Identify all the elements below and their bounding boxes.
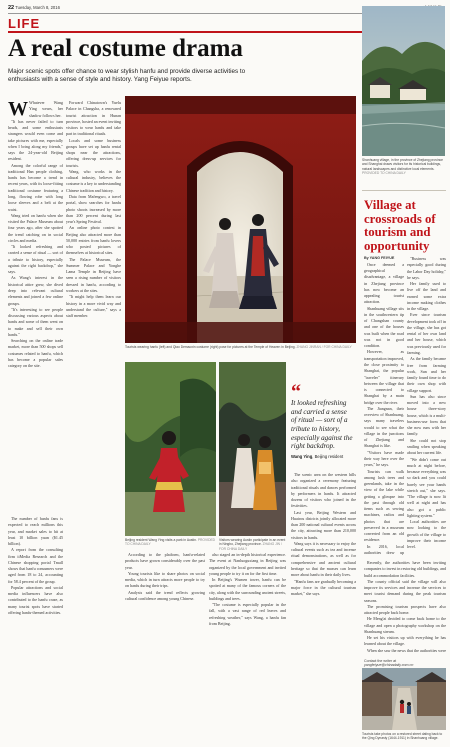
writer-contact	[364, 659, 446, 667]
sidebar-paragraph: "We didn't come out much at night before, because everything was so dark and you could barely see your hands stretch out," she says. "The village is now lit well at night and has also got a public lighting system."	[407, 456, 446, 518]
pull-quote	[291, 381, 353, 459]
caption-text: Visitors wearing Austin participate in an event in Ningbo, Zhejiang province.	[219, 538, 286, 547]
story-paragraph: The scenic area on the western hills also organized a ceremony featuring traditional rituals and dances performed by performers in hanfu. It attracted dozens of visitors who joined in the festivities.	[291, 472, 356, 509]
caption-text: Tourists take photos on a restored street dating back to the Qing Dynasty (1644-1911) in Shanhuang village.	[362, 732, 443, 741]
sidebar-title: Village at crossroads of tourism and opportunity	[364, 198, 436, 253]
sidebar-paragraph: "Business was especially good during the Labor Day holiday," he says.	[407, 256, 446, 280]
sidebar-paragraph: He set his visitors up with everything he has learned about the village.	[364, 635, 446, 647]
pull-quote-attribution: Wang Ying, Beijing resident	[291, 453, 344, 459]
photo-credit: PROVIDED TO CHINA DAILY	[125, 538, 216, 547]
drop-cap: W	[8, 100, 28, 120]
story-paragraph: "Hanfu fans are gradually becoming a major force in the cultural tourism market," she says.	[291, 578, 356, 597]
quote-mark-icon: “	[291, 381, 301, 403]
story-paragraph: Wang says it is necessary to enjoy the cultural events such as tea and incense ritual demonstrations, as well as for comprehensive and ancient cultural heritage so that the masses can learn more about hanfu in their daily lives.	[291, 540, 356, 578]
temple-gate-photo	[125, 96, 356, 343]
sidebar-paragraph: Recently, the authorities have been inviting companies to invest in restoring old buildings, and build accommodation facilities.	[364, 560, 446, 578]
sidebar-paragraph: Sun has also since moved into a new house three-story house, which is a multi-business-use form that she now runs with her family.	[407, 393, 446, 437]
village-landscape-caption	[362, 158, 446, 176]
headline: A real costume drama	[8, 35, 243, 62]
photo-credit: PROVIDED TO CHINA DAILY	[362, 171, 406, 176]
caption-text: Tourists wearing hanfu (left) and Qiao Demaoxin costume (right) pose for pictures at the Temple of Heaven in Beijing.	[125, 345, 296, 349]
masthead-left	[8, 5, 63, 11]
story-paragraph: Locals and some business groups have set up hanfu rental shops near the attractions, offering dress-up services for tourists.	[66, 137, 121, 168]
story-paragraph: Searching on the online trade market, more than 500 shops sell costumes related to hanfu, which has become a popular sales category on the site.	[8, 338, 63, 369]
caption-text: Shanhuang village, in the province of Zhejiang province and Shanghai draws visitors for its historical buildings, natural landscapes and distinctive local elements.	[362, 158, 444, 171]
story-paragraph: Analysts said the trend reflects growing cultural confidence among young Chinese.	[125, 589, 205, 601]
story-paragraph: The Palace Museum, the Summer Palace and Yonghe Lama Temple in Beijing have seen a rising number of visitors dressed in hanfu, according to workers at the sites.	[66, 256, 121, 293]
sidebar-byline: By YANG FEIYUE	[364, 256, 395, 260]
pull-quote-text: It looked refreshing and carried a sense of ritual — sort of a tribute to history, especially against the right backdrop.	[291, 399, 353, 451]
story-column-2	[66, 100, 121, 742]
park-photo	[125, 362, 216, 536]
story-paragraph: Last year, Beijing Western and Huairou districts jointly allocated more than 200 national cultural events across the city, attracting more than 210,000 visitors in hanfu.	[291, 509, 356, 540]
story-column-3	[125, 552, 205, 742]
sidebar-paragraph: She could not stop smiling when speaking about her current life.	[407, 437, 446, 456]
photo-credit: ZHANG JINRAN / FOR CHINA DAILY	[296, 345, 352, 349]
sidebar-paragraph: In 2016, local authorities drew up	[364, 543, 404, 555]
story-paragraph: also staged an in-depth historical experience. The event at Nanluoguxiang in Beijing was organized by the local government and invited young people to try it on for the first time.	[209, 552, 286, 576]
story-column-1	[8, 100, 63, 510]
sidebar-column-2	[407, 256, 446, 556]
ningbo-event-image	[219, 362, 286, 536]
sidebar-paragraph: Tourists can walk among lush trees and greenlands, take in the view of the lake while getting a glimpse into the past through old items such as sewing machines, radios and photos that are preserved in a museum converted from an old residence.	[364, 468, 404, 543]
sidebar-paragraph: Ever since tourism development took off in the village, she has got rental of her own land and her house, which was previously used for farming.	[407, 312, 446, 355]
village-landscape-image	[362, 6, 445, 156]
sidebar-paragraph: Her family used to live off the land and earned some extra income making clothes in the village.	[407, 281, 446, 312]
pull-quote-name: Wang Ying	[291, 453, 313, 459]
story-paragraph: The number of hanfu fans is expected to reach millions this year, and market sales to hit at least 10 billion yuan ($1.45 billion).	[8, 516, 63, 547]
sidebar-paragraph: "Visitors have made their way here over the years," he says.	[364, 449, 404, 468]
sidebar-paragraph: As the family became free from farming work, Sun and her family found time to do their own shop with village support.	[407, 356, 446, 393]
sidebar-paragraph: When she saw the news that the authorities were	[367, 647, 446, 653]
story-paragraph: In Beijing's Wumen tower, hanfu can be spotted at many of the famous corners of the city, along with the surrounding ancient streets, buildings and trees.	[209, 577, 286, 601]
ningbo-event-photo	[219, 362, 286, 536]
sidebar-paragraph: The Jiangnan, their overview of Shanhuang, says many travelers would to see what the village in the junctions of Zhejiang and Shanghai is like.	[364, 405, 404, 449]
sidebar-paragraph: Local authorities are now looking to the growth of the village to improve their income level.	[407, 519, 446, 550]
sidebar-paragraph: Shanhuang village sits in the southwestern tip of Changshan county and one of the houses was built when the road was not in good condition.	[364, 305, 404, 349]
sidebar-paragraph: The promising tourism prospects have also attracted people back home.	[364, 603, 446, 616]
story-paragraph: Forward Chinatown's Yuelu Palace in Changsha, a renowned tourist attraction in Hunan province, hosted an event inviting visitors to wear hanfu and take part in traditional rituals.	[66, 100, 121, 137]
story-paragraph: As Wang's interest in the historical attire grew, she dived deep into relevant cultural elements and joined a few online groups.	[8, 275, 63, 306]
story-paragraph: Popular attractions and social media influencers have also contributed to the hanfu craze, as many tourist spots have started offering hanfu-themed activities.	[8, 584, 63, 615]
contact-label: Contact the writer at	[364, 659, 397, 663]
story-paragraph: According to the platform, hanfu-related products have grown considerably over the past year.	[125, 552, 205, 570]
ningbo-event-caption	[219, 538, 286, 551]
story-paragraph: "It might help them learn our history in a more vivid way and understand the culture," says a staff member.	[66, 294, 121, 319]
photo-credit: ZHANG JIN / FOR CHINA DAILY	[219, 542, 282, 551]
temple-gate-caption	[125, 345, 356, 349]
village-street-caption	[362, 732, 446, 741]
story-paragraph: An online photo contest in Beijing also attracted more than 50,000 entries from hanfu lovers who posted pictures of themselves at historical sites.	[66, 225, 121, 256]
story-paragraph	[8, 100, 63, 119]
standfirst: Major scenic spots offer chance to wear stylish hanfu and provide diverse activities to enthusiasts with a sense of style and history. Yang Feiyue reports.	[8, 68, 246, 84]
contact-email: yangfeiyue@chinadaily.com.cn	[364, 663, 414, 667]
sidebar-paragraph: However, as transportation improved, the close proximity to Shanghai, the popular "traveler" itinerary between the village that is connected to Shanghai by a main bridge over the river.	[364, 349, 404, 405]
story-paragraph: Wang, who works in the cultural industry, believes the costume is a key to understanding Chinese tradition and history.	[66, 168, 121, 193]
story-paragraph: "The costume is especially popular in the fall, with a vast range of red leaves and refreshing weather," says Wang, a hanfu fan from Beijing.	[209, 602, 286, 626]
story-paragraph: "It's interesting to see people discussing various aspects about hanfu and some of them went on to make and sell their own hanfu."	[8, 306, 63, 337]
village-street-image	[362, 668, 446, 730]
sidebar-paragraph: Once deemed a geographical disadvantage, a village in Zhejiang province has now become an appealing tourist attraction.	[364, 261, 404, 305]
story-paragraph: "It looked refreshing and carried a sense of ritual — sort of a tribute to history, especially against the right backdrop," she says.	[8, 244, 63, 275]
sidebar-column-1	[364, 256, 404, 556]
lead-text: Whatever Wang Ying wears, her shadow follows her.	[29, 100, 63, 118]
story-paragraph: Among the colorful range of traditional Han people clothing, hanfu has become a trend in recent years, with its loose-fitting traditional costume featuring a long, flowing robe with long loose sleeves and a belt at the waist.	[8, 162, 63, 212]
story-paragraph: Data from Mafengwo, a travel portal, show searches for hanfu photo shoots increased by more than 200 percent during last year's Spring Festival.	[66, 193, 121, 225]
story-paragraph: Wang tried on hanfu when she visited the Palace Museum about four years ago, after she spotted the trend catching on in social circles and media.	[8, 212, 63, 243]
caption-text: Beijing resident Wang Ying visits a park in Austin.	[125, 538, 197, 542]
park-image	[125, 362, 216, 536]
pull-quote-role: Beijing resident	[314, 453, 344, 459]
story-column-1-continued	[8, 516, 63, 742]
story-paragraph: "It has never failed to turn heads, and some enthusiasts strangers would even come and take pictures with me, especially when I bring along my friends," says the 24-year-old Beijing resident.	[8, 118, 63, 162]
temple-gate-image	[125, 96, 356, 343]
sidebar-column-3	[364, 560, 446, 655]
park-caption	[125, 538, 216, 547]
sidebar-paragraph: The county official said the village will also improve its services and increase the services to meet tourist demand during the peak tourism seasons.	[364, 578, 446, 603]
village-street-photo	[362, 668, 446, 730]
story-column-5	[291, 472, 356, 742]
sidebar-paragraph: He Meng'ai decided to come back home to the village and open a photography workshop on the Shanhuang stream.	[364, 616, 446, 634]
issue-date: Tuesday, March 8, 2016	[15, 5, 60, 10]
story-column-4	[209, 552, 286, 742]
sidebar-divider	[362, 190, 446, 191]
village-landscape-photo	[362, 6, 445, 156]
section-label: LIFE	[8, 16, 41, 31]
story-paragraph: A report from the consulting firm iiMedia Research and the Chinese shopping portal Tmall shows that hanfu consumers were aged from 18 to 24, accounting for 58.4 percent of the group.	[8, 547, 63, 584]
page-number: 22	[8, 5, 15, 11]
story-paragraph: Young tourists like to share photos on social media, which in turn attracts more people to try on hanfu during their trips.	[125, 570, 205, 589]
